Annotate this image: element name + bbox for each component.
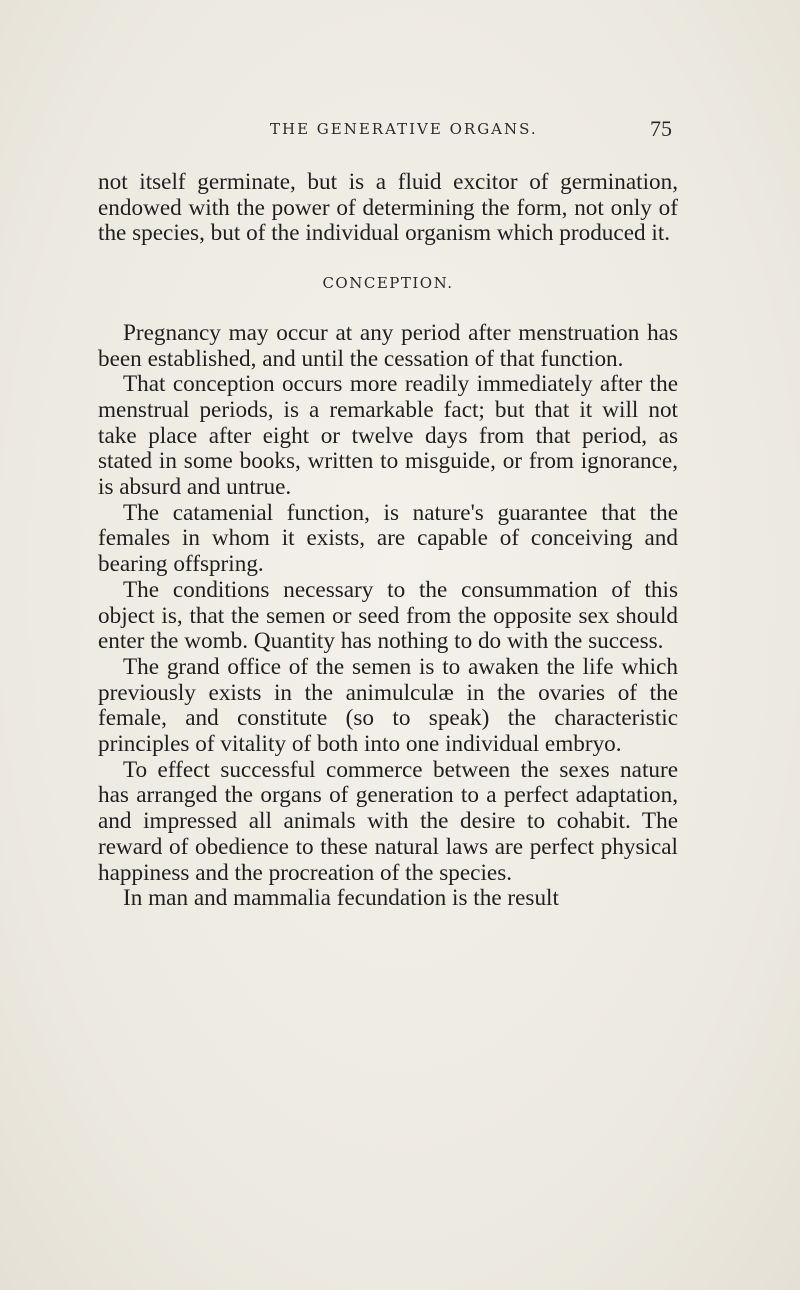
paragraph: In man and mammalia fecundation is the result	[123, 885, 559, 912]
paragraph: The conditions necessary to the consummation of this object is, that the semen or seed from the opposite sex should enter the womb. Quantity has nothing to do with the success.	[98, 576, 678, 655]
paragraph: The catamenial function, is nature's guarantee that the females in whom it exists, are capable of conceiving and bearing offspring.	[98, 499, 678, 578]
section-heading: CONCEPTION.	[322, 274, 454, 293]
page-number: 75	[650, 116, 672, 141]
continuation-paragraph: not itself germinate, but is a fluid excitor of germination, endowed with the power of determining the form, not only of the species, but of the individual organism which produced it.	[98, 169, 678, 247]
running-head	[0, 116, 800, 150]
paragraph: To effect successful commerce between the sexes nature has arranged the organs of generation to a perfect adaptation, and impressed all animals with the desire to cohabit. The reward of obedience to these natural laws are perfect physical happiness and the procreation of the species.	[98, 756, 678, 886]
paragraph: That conception occurs more readily immediately after the menstrual periods, is a remarkable fact; but that it will not take place after eight or twelve days from that period, as stated in some books, written to misguide, or from ignorance, is absurd and untrue.	[98, 371, 678, 501]
paragraph: Pregnancy may occur at any period after menstruation has been established, and until the cessation of that function.	[98, 319, 678, 372]
paragraph: The grand office of the semen is to awaken the life which previously exists in the animulculæ in the ovaries of the female, and constitute (so to speak) the characteristic principles of vitality of both into one individual embryo.	[98, 653, 678, 758]
body-text	[98, 170, 678, 912]
running-title: THE GENERATIVE ORGANS.	[270, 120, 538, 138]
